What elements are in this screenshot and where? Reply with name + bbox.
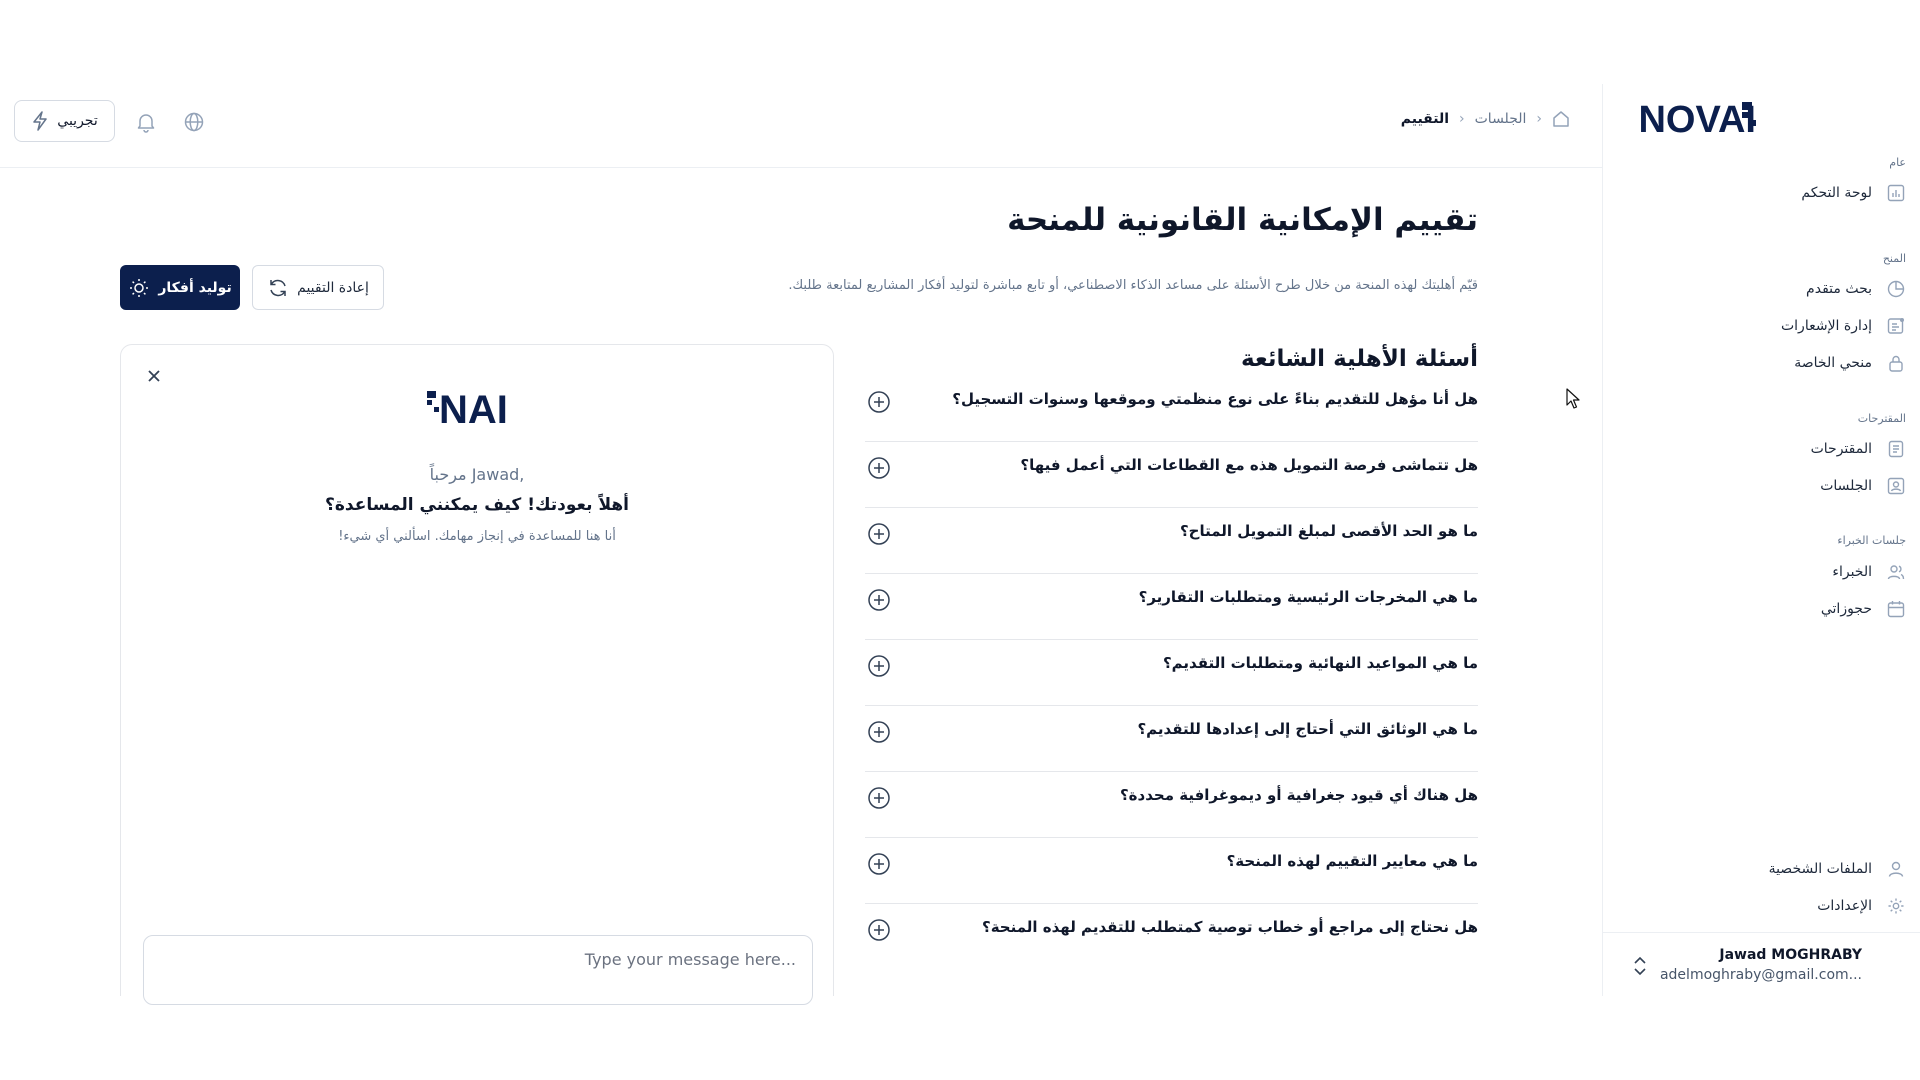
sidebar-item-my-grants[interactable] <box>1794 348 1906 378</box>
sidebar-item-label: بحث متقدم <box>1806 281 1872 297</box>
faq-item[interactable] <box>865 706 1478 772</box>
sidebar-item-notifications[interactable] <box>1781 311 1906 341</box>
gear-icon <box>1886 896 1906 916</box>
sidebar-item-experts[interactable] <box>1832 557 1906 587</box>
plus-circle-icon[interactable] <box>867 720 891 744</box>
trial-button[interactable] <box>14 100 115 142</box>
reevaluate-button[interactable] <box>252 265 384 310</box>
sidebar-item-label: الملفات الشخصية <box>1768 861 1872 877</box>
plus-circle-icon[interactable] <box>867 390 891 414</box>
faq-item[interactable] <box>865 574 1478 640</box>
chevron-left-icon: ‹ <box>1459 111 1465 127</box>
pie-icon <box>1886 279 1906 299</box>
breadcrumb-sessions[interactable]: الجلسات <box>1474 111 1527 127</box>
generate-ideas-button[interactable] <box>120 265 240 310</box>
chat-message-input[interactable]: Type your message here... <box>143 935 813 1005</box>
plus-circle-icon[interactable] <box>867 522 891 546</box>
sidebar <box>1602 84 1920 996</box>
lock-icon <box>1886 353 1906 373</box>
bell-icon[interactable] <box>135 111 157 133</box>
user-email: adelmoghraby@gmail.com... <box>1659 967 1862 983</box>
chat-welcome: أهلاً بعودتك! كيف يمكنني المساعدة؟ <box>325 495 629 515</box>
chevron-up-down-icon[interactable] <box>1633 955 1647 977</box>
sidebar-item-label: الخبراء <box>1832 564 1872 580</box>
chart-icon <box>1886 183 1906 203</box>
chat-greeting: مرحباً Jawad, <box>429 465 525 484</box>
breadcrumb-current: التقييم <box>1400 111 1450 127</box>
faq-item[interactable] <box>865 772 1478 838</box>
top-bar <box>0 84 1602 168</box>
faq-question: ما هو الحد الأقصى لمبلغ التمويل المتاح؟ <box>1179 522 1478 540</box>
document-icon <box>1886 439 1906 459</box>
faq-item[interactable] <box>865 640 1478 706</box>
user-card-icon <box>1886 476 1906 496</box>
sidebar-item-proposals[interactable] <box>1811 434 1906 464</box>
faq-question: ما هي معايير التقييم لهذه المنحة؟ <box>1226 852 1478 870</box>
brand-logo-text: NOVAI <box>1638 99 1756 141</box>
plus-circle-icon[interactable] <box>867 918 891 942</box>
sidebar-item-label: المقترحات <box>1810 441 1872 457</box>
plus-circle-icon[interactable] <box>867 456 891 480</box>
calendar-icon <box>1886 599 1906 619</box>
plus-circle-icon[interactable] <box>867 654 891 678</box>
sidebar-item-label: منحي الخاصة <box>1794 355 1872 371</box>
faq-question: ما هي المواعيد النهائية ومتطلبات التقديم؟ <box>1162 654 1478 672</box>
plus-circle-icon[interactable] <box>867 852 891 876</box>
notification-list-icon <box>1886 316 1906 336</box>
faq-item[interactable] <box>865 442 1478 508</box>
sidebar-item-label: إدارة الإشعارات <box>1780 318 1872 334</box>
home-icon[interactable] <box>1552 110 1570 128</box>
breadcrumb <box>1401 110 1570 128</box>
section-label-experts: جلسات الخبراء <box>1837 534 1906 547</box>
sidebar-item-label: لوحة التحكم <box>1801 185 1872 201</box>
faq-list <box>865 376 1478 970</box>
faq-question: هل أنا مؤهل للتقديم بناءً على نوع منظمتي وموقعها وسنوات التسجيل؟ <box>952 390 1478 408</box>
globe-icon[interactable] <box>183 111 205 133</box>
sidebar-item-label: الجلسات <box>1820 478 1872 494</box>
faq-item[interactable] <box>865 904 1478 970</box>
mouse-cursor-icon <box>1566 388 1580 410</box>
faq-item[interactable] <box>865 376 1478 442</box>
trial-label: تجريبي <box>57 113 98 129</box>
close-icon[interactable] <box>145 367 163 385</box>
sidebar-item-advanced-search[interactable] <box>1806 274 1906 304</box>
chat-logo <box>427 387 527 432</box>
sidebar-item-sessions[interactable] <box>1820 471 1906 501</box>
refresh-icon <box>267 277 289 299</box>
user-icon <box>1886 859 1906 879</box>
chat-subtitle: أنا هنا للمساعدة في إنجاز مهامك. اسألني أي شيء! <box>338 529 616 544</box>
user-name: Jawad MOGHRABY <box>1719 947 1862 963</box>
sidebar-item-profiles[interactable] <box>1769 854 1906 884</box>
lightning-icon <box>31 111 49 131</box>
chevron-left-icon: ‹ <box>1536 111 1542 127</box>
sidebar-item-bookings[interactable] <box>1821 594 1906 624</box>
page-title: تقييم الإمكانية القانونية للمنحة <box>1007 202 1478 238</box>
plus-circle-icon[interactable] <box>867 588 891 612</box>
section-label-proposals: المقترحات <box>1857 412 1906 425</box>
faq-question: هل تتماشى فرصة التمويل هذه مع القطاعات التي أعمل فيها؟ <box>1020 456 1478 474</box>
main-content <box>0 84 1602 996</box>
sidebar-item-label: الإعدادات <box>1817 898 1872 914</box>
faq-question: ما هي الوثائق التي أحتاج إلى إعدادها للتقديم؟ <box>1137 720 1478 738</box>
sidebar-item-dashboard[interactable] <box>1801 178 1906 208</box>
lightbulb-icon <box>128 277 150 299</box>
section-label-general: عام <box>1889 156 1906 169</box>
brand-logo[interactable] <box>1638 98 1902 141</box>
chat-logo-text: NAI <box>439 388 508 432</box>
faq-title: أسئلة الأهلية الشائعة <box>1240 346 1478 372</box>
ai-chat-panel <box>120 344 834 996</box>
faq-question: هل هناك أي قيود جغرافية أو ديموغرافية محددة؟ <box>1119 786 1478 804</box>
users-icon <box>1886 562 1906 582</box>
reevaluate-label: إعادة التقييم <box>297 279 369 296</box>
faq-item[interactable] <box>865 838 1478 904</box>
faq-question: هل نحتاج إلى مراجع أو خطاب توصية كمتطلب للتقديم لهذه المنحة؟ <box>982 918 1478 936</box>
sidebar-item-settings[interactable] <box>1817 891 1906 921</box>
plus-circle-icon[interactable] <box>867 786 891 810</box>
faq-question: ما هي المخرجات الرئيسية ومتطلبات التقارير؟ <box>1138 588 1478 606</box>
page-description: قيّم أهليتك لهذه المنحة من خلال طرح الأسئلة على مساعد الذكاء الاصطناعي، أو تابع مباشرة لتوليد أفكار المشاريع لمتابعة طلبك. <box>788 278 1478 293</box>
user-menu[interactable] <box>1603 932 1920 996</box>
section-label-grants: المنح <box>1882 252 1906 265</box>
generate-ideas-label: توليد أفكار <box>158 279 232 296</box>
sidebar-item-label: حجوزاتي <box>1820 601 1872 617</box>
faq-item[interactable] <box>865 508 1478 574</box>
